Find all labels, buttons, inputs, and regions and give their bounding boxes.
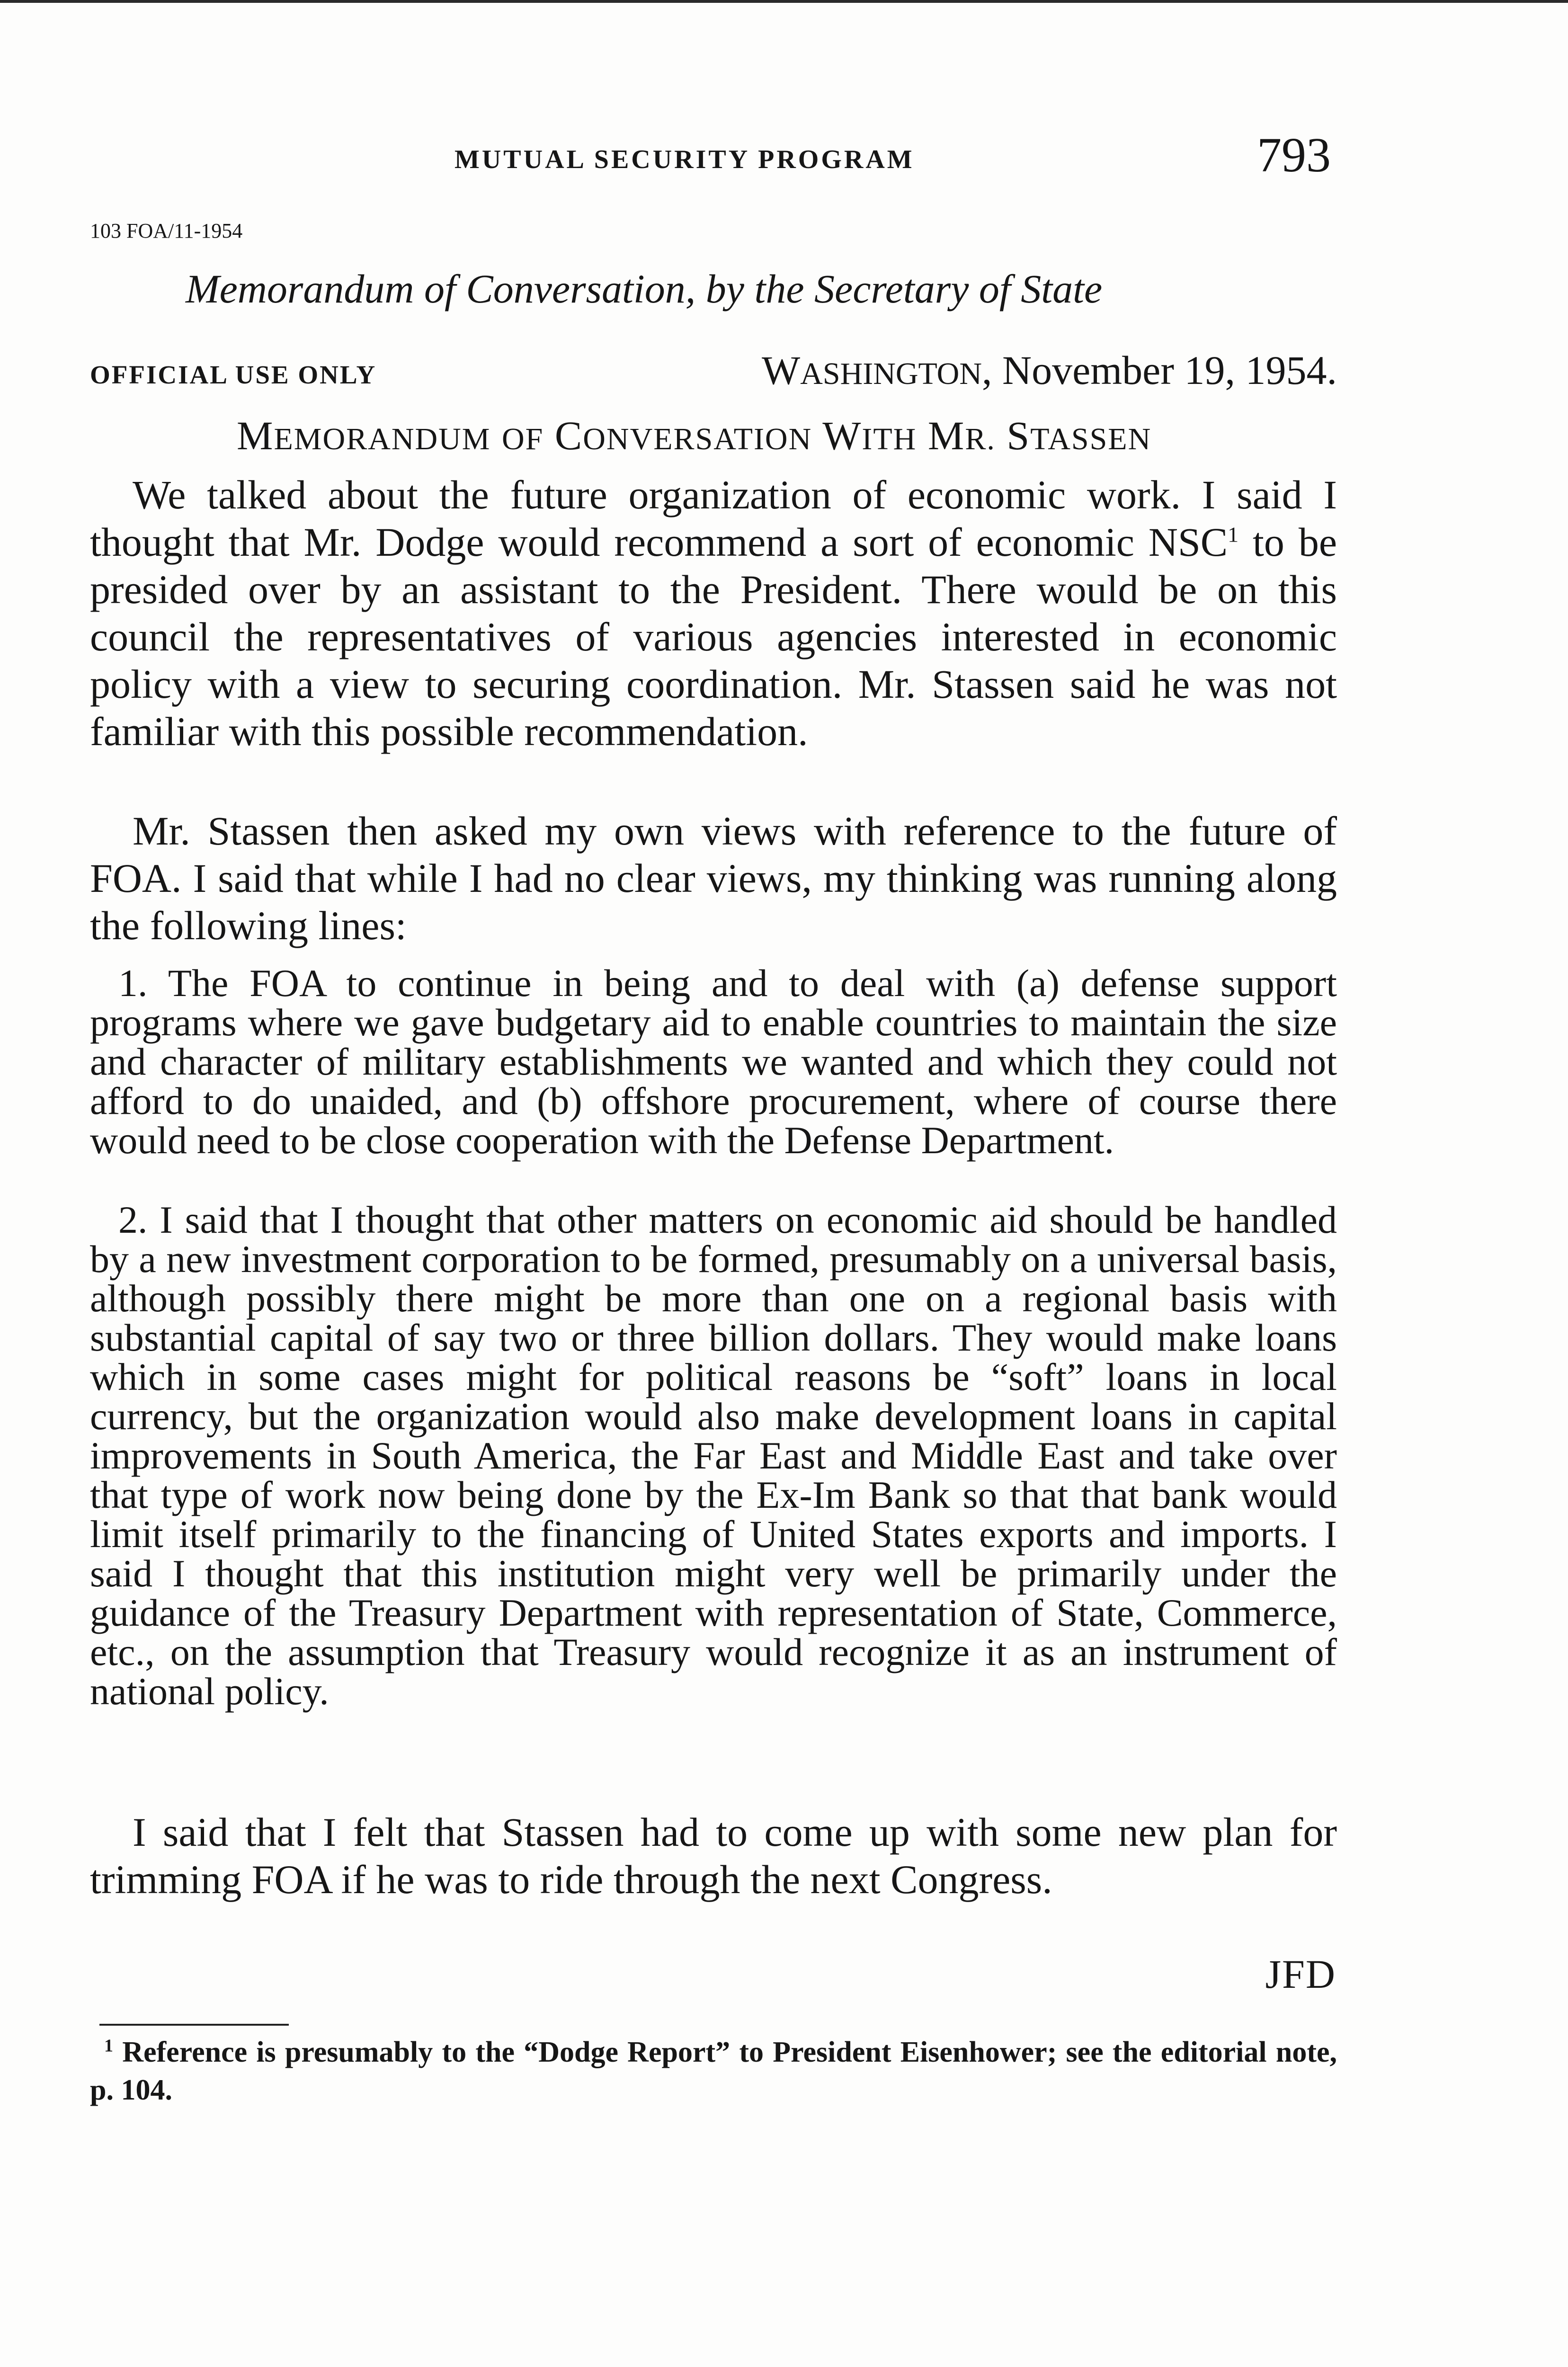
heading-w2: OF [502,422,544,456]
body-paragraph-1 [90,471,1337,755]
dateline-place-initial: W [762,347,801,393]
heading-w5-rest: R. [965,422,996,456]
heading-w6-initial: S [1007,413,1031,458]
dateline-date: , November 19, 1954. [982,347,1337,393]
dateline-place-rest: ASHINGTON [800,356,982,391]
list-item-1: 1. The FOA to continue in being and to deal with (a) defense support programs where we gave budgetary aid to enable countries to maintain the size and character of military establishments we wanted and which they could not afford to do unaided, and (b) offshore procurement, where of course there would need to be close cooperation with the Defense Department. [90,961,1337,1162]
p1-text-after-ref: to be presided over by an assistant to the President. There would be on this council the representatives of various agencies interested in economic policy with a view to securing coordination. Mr. Stassen said he was not familiar with this possible recommendation. [90,519,1337,754]
dateline [762,347,1337,394]
heading-w5-initial: M [927,413,965,458]
heading-w1-rest: EMORANDUM [274,422,491,456]
footnote [90,2033,1337,2109]
memo-title: Memorandum of Conversation, by the Secretary of State [186,266,1103,311]
p1-text-before-ref: We talked about the future organization of economic work. I said I thought that Mr. Dodge would recommend a sort of economic NSC [90,472,1337,565]
footnote-mark: 1 [104,2036,113,2056]
body-paragraph-2: Mr. Stassen then asked my own views with reference to the future of FOA. I said that while I had no clear views, my thinking was running along the following lines: [90,808,1337,948]
heading-w6-rest: TASSEN [1030,422,1152,456]
classification-label: OFFICIAL USE ONLY [90,360,377,389]
footnote-divider [99,2024,289,2026]
list-item-2: 2. I said that I thought that other matters on economic aid should be handled by a new investment corporation to be formed, presumably on a universal basis, although possibly there might be more than one on a regional basis with substantial capital of say two or three billion dollars. They would make loans which in some cases might for political reasons be “soft” loans in local currency, but the organization would also make development loans in capital improvements in South America, the Far East and Middle East and take over that type of work now being done by the Ex-Im Bank so that that bank would limit itself primarily to the financing of United States exports and imports. I said I thought that this institution might very well be primarily under the guidance of the Treasury Department with representation of State, Commerce, etc., on the assumption that Treasury would recognize it as an instrument of national policy. [90,1198,1337,1713]
running-head: MUTUAL SECURITY PROGRAM [454,145,915,174]
heading-w3-rest: ONVERSATION [583,422,812,456]
document-id: 103 FOA/11-1954 [90,219,243,242]
heading-w1-initial: M [237,413,274,458]
heading-w3-initial: C [554,413,583,458]
scan-top-edge [0,0,1568,3]
page-number: 793 [1257,128,1331,182]
footnote-reference: 1 [1228,522,1239,547]
body-paragraph-3: I said that I felt that Stassen had to come up with some new plan for trimming FOA if he was to ride through the next Congress. [90,1809,1337,1902]
memo-heading [237,412,1151,459]
signature-initials: JFD [1265,1951,1336,1997]
heading-w4-initial: W [822,413,862,458]
heading-w4-rest: ITH [862,422,917,456]
footnote-text: Reference is presumably to the “Dodge Report” to President Eisenhower; see the editorial note, p. 104. [90,2036,1337,2106]
